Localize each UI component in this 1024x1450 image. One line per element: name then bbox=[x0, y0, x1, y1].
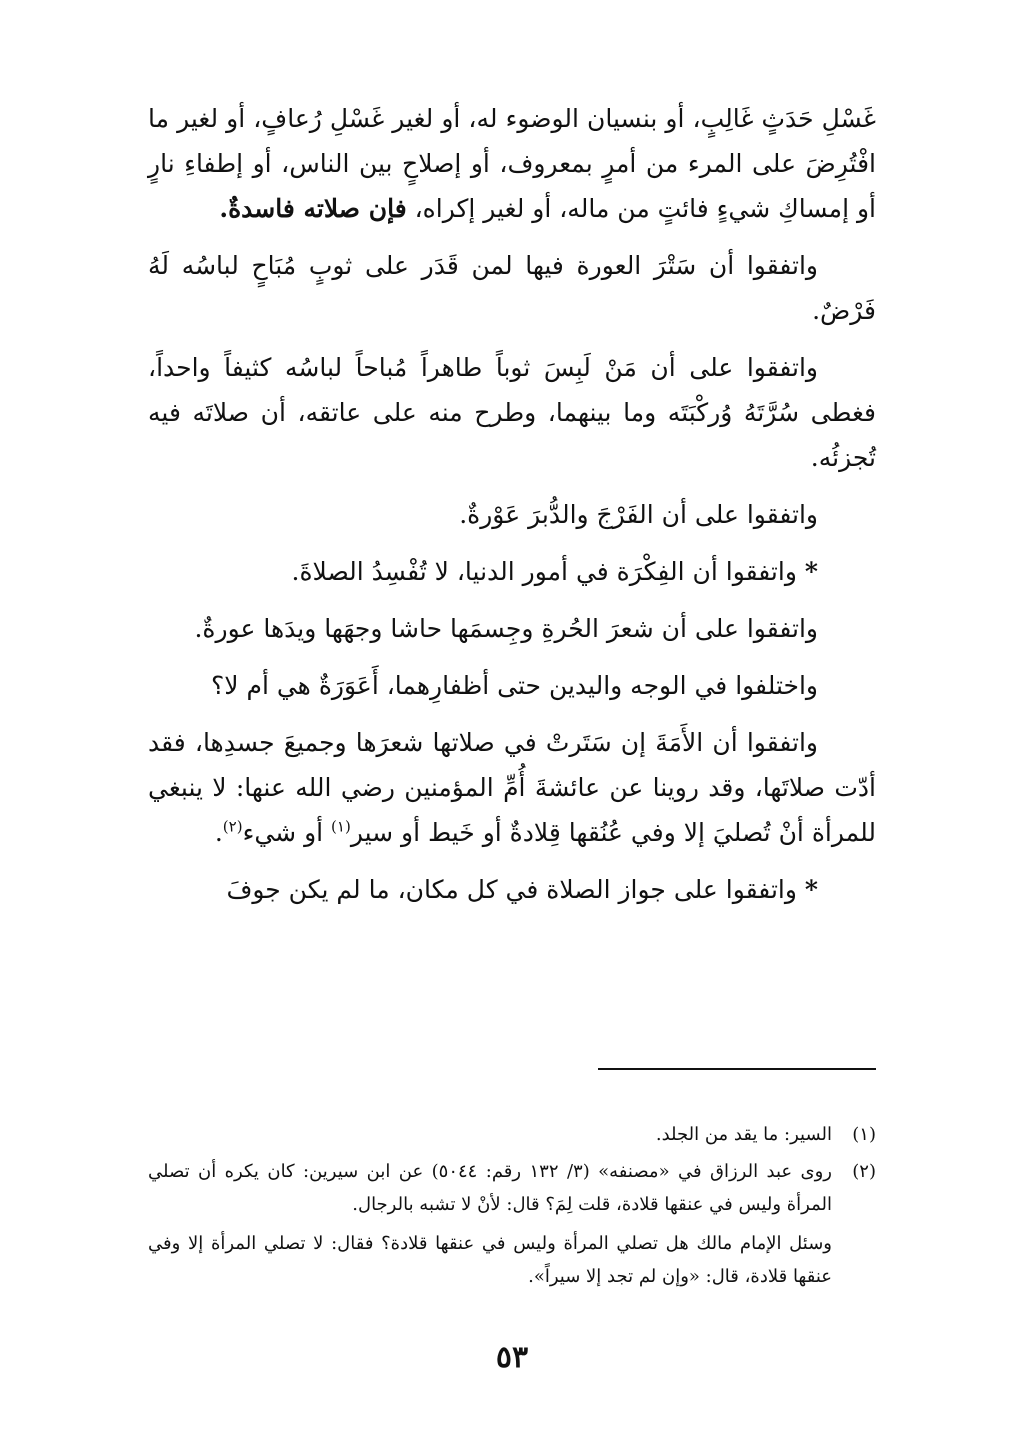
paragraph-5 bbox=[148, 549, 876, 594]
paragraph-9 bbox=[148, 867, 876, 912]
main-text bbox=[148, 96, 876, 912]
paragraph-8-text-c: . bbox=[214, 818, 223, 847]
paragraph-4: واتفقوا على أن الفَرْجَ والدُّبرَ عَوْرةٌ. bbox=[459, 500, 818, 529]
footnote-body bbox=[148, 1155, 832, 1293]
paragraph-1-bold-tail: فإن صلاته فاسدةٌ. bbox=[219, 194, 407, 223]
paragraph-8-text-a: واتفقوا أن الأَمَةَ إن سَتَرتْ في صلاتها شعرَها وجميعَ جسدِها، فقد أدّت صلاتَها، وقد روينا عن عائشةَ أُمِّ المؤمنين رضي الله عنها: لا ينبغي للمرأة أنْ تُصليَ إلا وفي عُنُقها قِلادةٌ أو خَيط أو سير bbox=[148, 728, 876, 847]
footnote-text: وسئل الإمام مالك هل تصلي المرأة وليس في عنقها قلادة؟ فقال: لا تصلي المرأة إلا وفي عنقها قلادة، قال: «وإن لم تجد إلا سيراً». bbox=[148, 1233, 832, 1287]
paragraph-6: واتفقوا على أن شعرَ الحُرةِ وجِسمَها حاشا وجهَها ويدَها عورةٌ. bbox=[194, 614, 818, 643]
page bbox=[148, 96, 876, 1450]
asterisk-marker: * bbox=[804, 875, 818, 904]
paragraph-1-text: غَسْلِ حَدَثٍ غَالِبٍ، أو بنسيان الوضوء له، أو لغير غَسْلِ رُعافٍ، أو لغير ما افْتُرِضَ على المرء من أمرٍ بمعروف، أو إصلاحٍ بين الناس، أو إطفاءِ نارٍ أو إمساكِ شيءٍ فائتٍ من ماله، أو لغير إكراه، bbox=[148, 104, 876, 223]
footnote-separator bbox=[598, 1068, 876, 1070]
footnote-1 bbox=[148, 1118, 876, 1151]
paragraph-5-text: واتفقوا أن الفِكْرَة في أمور الدنيا، لا تُفْسِدُ الصلاةَ. bbox=[291, 557, 797, 586]
footnotes bbox=[148, 1118, 876, 1293]
footnote-text: روى عبد الرزاق في «مصنفه» (٣/ ١٣٢ رقم: ٥٠٤٤) عن ابن سيرين: كان يكره أن تصلي المرأة وليس في عنقها قلادة، قلت لِمَ؟ قال: لأنْ لا تشبه بالرجال. bbox=[148, 1161, 833, 1215]
footnote-body bbox=[148, 1118, 832, 1151]
paragraph-1 bbox=[148, 96, 876, 231]
footnote-text: السير: ما يقد من الجلد. bbox=[655, 1124, 832, 1145]
footnote-number: (١) bbox=[852, 1124, 876, 1145]
footnote-number: (٢) bbox=[852, 1161, 876, 1182]
footnote-2 bbox=[148, 1155, 876, 1293]
paragraph-8-text-b: أو شيء bbox=[242, 818, 324, 847]
paragraph-7: واختلفوا في الوجه واليدين حتى أظفارِهما، أَعَوَرَةٌ هي أم لا؟ bbox=[211, 671, 818, 700]
paragraph-9-text: واتفقوا على جواز الصلاة في كل مكان، ما لم يكن جوفَ bbox=[226, 875, 797, 904]
footnote-ref-1[interactable]: (١) bbox=[331, 817, 351, 836]
page-number: ٥٣ bbox=[495, 1340, 529, 1375]
paragraph-3: واتفقوا على أن مَنْ لَبِسَ ثوباً طاهراً مُباحاً لباسُه كثيفاً واحداً، فغطى سُرَّتَهُ وُركْبَتَه وما بينهما، وطرح منه على عاتقه، أن صلاتَه فيه تُجزئُه. bbox=[148, 353, 876, 472]
footnote-ref-2[interactable]: (٢) bbox=[222, 817, 243, 836]
asterisk-marker: * bbox=[804, 557, 818, 586]
paragraph-8 bbox=[148, 720, 876, 855]
paragraph-2: واتفقوا أن سَتْرَ العورة فيها لمن قَدَر على ثوبٍ مُبَاحٍ لباسُه لَهُ فَرْضٌ. bbox=[148, 251, 876, 325]
